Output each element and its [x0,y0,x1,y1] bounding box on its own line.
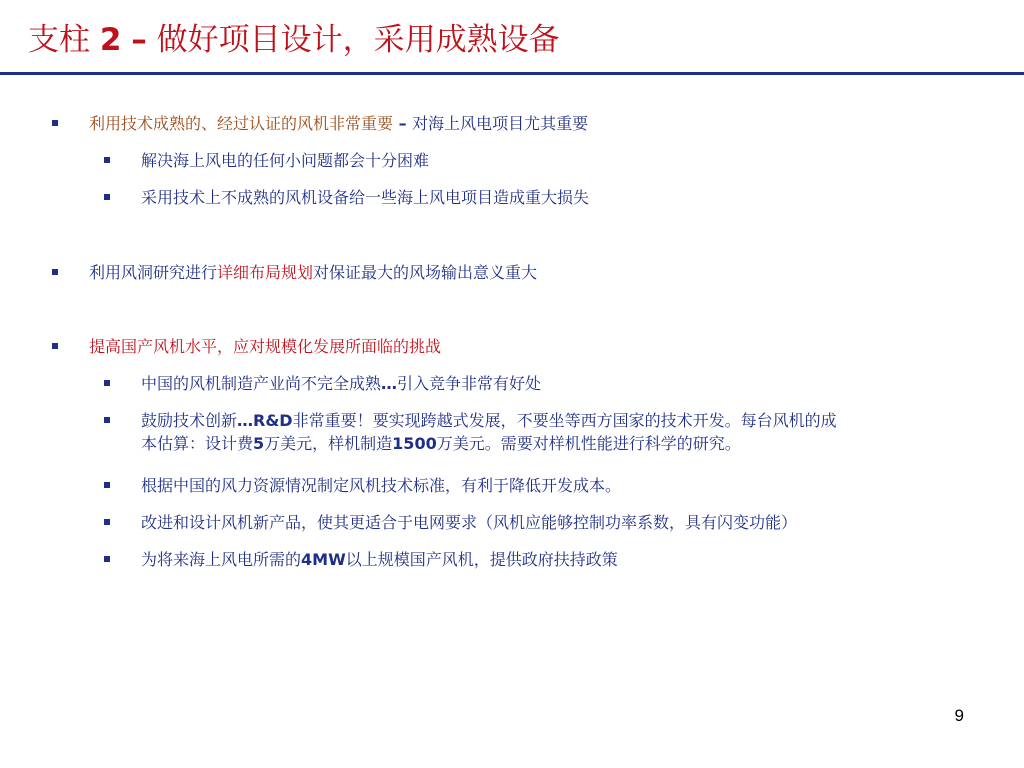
title-dash: – [131,22,147,58]
sub-bullet-3-4-marker [104,519,110,525]
sub-bullet-3-2-h: 万美元。需要对样机性能进行科学的研究。 [436,434,741,453]
sub-bullet-3-5 [141,548,618,571]
bullet-2-prefix: 利用风洞研究进行 [89,263,218,282]
sub-bullet-1-2-marker [104,194,110,200]
bullet-1-lead: 利用技术成熟的、经过认证的风机非常重要 [89,114,394,133]
sub-bullet-3-1-ellipsis: … [381,374,398,393]
sub-bullet-1-1-marker [104,157,110,163]
title-number: 2 [99,22,122,58]
sub-bullet-3-2-rnd: …R&D [237,411,293,430]
sub-bullet-3-2-c: 非常重要！要实现跨越式发展，不要坐等西方国家的技术开发。每台风机的成 [292,411,837,430]
sub-bullet-3-5-c: 以上规模国产风机，提供政府扶持政策 [345,550,618,569]
sub-bullet-3-2-d: 本估算：设计费 [141,434,254,453]
bullet-1-tail: 对海上风电项目尤其重要 [412,114,589,133]
sub-bullet-3-1-c: 引入竞争非常有好处 [397,374,542,393]
sub-bullet-3-2-prototype-cost: 1500 [392,434,437,453]
bullet-3-marker [52,343,58,349]
sub-bullet-3-2-f: 万美元，样机制造 [264,434,393,453]
bullet-3: 提高国产风机水平，应对规模化发展所面临的挑战 [89,337,442,356]
title-divider [0,72,1024,75]
bullet-1-dash: – [393,114,413,133]
sub-bullet-3-1-marker [104,380,110,386]
sub-bullet-3-2-design-cost: 5 [253,434,265,453]
sub-bullet-3-1-a: 中国的风机制造产业尚不完全成熟 [141,374,382,393]
sub-bullet-1-2: 采用技术上不成熟的风机设备给一些海上风电项目造成重大损失 [141,188,590,207]
sub-bullet-1-1: 解决海上风电的任何小问题都会十分困难 [141,151,430,170]
sub-bullet-3-3-marker [104,482,110,488]
title-rest: 做好项目设计，采用成熟设备 [156,22,560,58]
sub-bullet-3-1 [141,372,541,395]
slide-title [28,18,560,62]
sub-bullet-3-3: 根据中国的风力资源情况制定风机技术标准，有利于降低开发成本。 [141,476,622,495]
bullet-1-marker [52,120,58,126]
bullet-1 [89,112,588,135]
sub-bullet-3-2-marker [104,417,110,423]
title-prefix: 支柱 [28,22,90,58]
bullet-2 [89,261,537,284]
bullet-2-marker [52,269,58,275]
bullet-2-highlight: 详细布局规划 [217,263,314,282]
sub-bullet-3-2 [141,409,1011,455]
sub-bullet-3-5-marker [104,556,110,562]
sub-bullet-3-4: 改进和设计风机新产品，使其更适合于电网要求（风机应能够控制功率系数，具有闪变功能） [141,513,798,532]
sub-bullet-3-2-a: 鼓励技术创新 [141,411,238,430]
page-number: 9 [954,706,964,725]
sub-bullet-3-5-a: 为将来海上风电所需的 [141,550,302,569]
bullet-2-suffix: 对保证最大的风场输出意义重大 [313,263,538,282]
sub-bullet-3-5-capacity: 4MW [301,550,346,569]
